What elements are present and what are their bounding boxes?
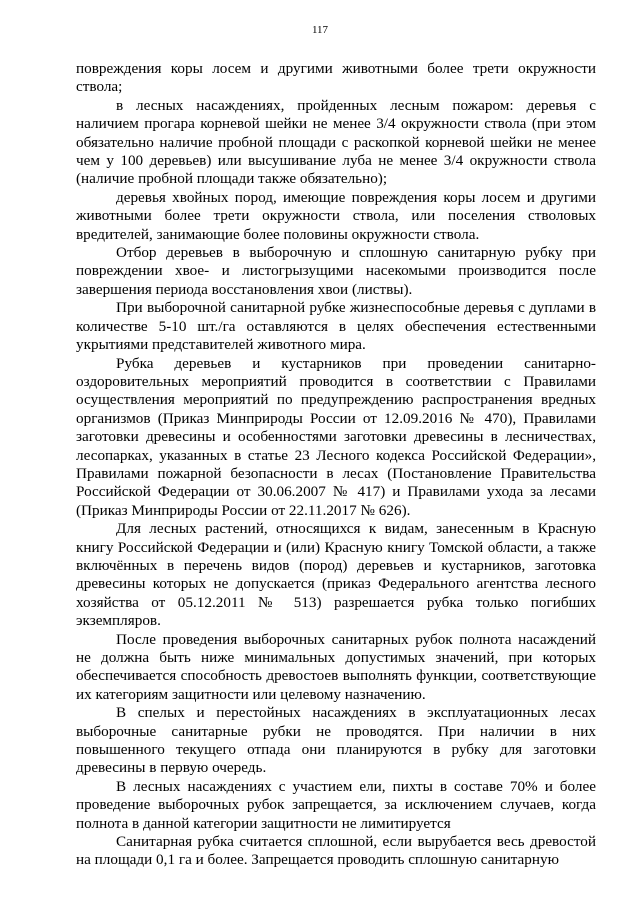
paragraph-7: Для лесных растений, относящихся к видам, занесенным в Красную книгу Российской Федерации и (или) Красную книгу Томской области, а также включённых в перечень видов (пород) деревьев и кустарников, заготовка древесины которых не допускается (приказ Федерального агентства лесного хозяйства от 05.12.2011 № 513) разрешается рубка только погибших экземпляров. — [76, 520, 596, 630]
paragraph-9: В спелых и перестойных насаждениях в эксплуатационных лесах выборочные санитарные рубки не проводятся. При наличии в них повышенного текущего отпада они планируются в рубку для заготовки древесины в первую очередь. — [76, 704, 596, 777]
paragraph-5: При выборочной санитарной рубке жизнеспособные деревья с дуплами в количестве 5-10 шт./га оставляются в целях обеспечения естественными укрытиями представителей животного мира. — [76, 299, 596, 354]
paragraph-3: деревья хвойных пород, имеющие повреждения коры лосем и другими животными более трети окружности ствола, или поселения стволовых вредителей, занимающие более половины окружности ствола. — [76, 188, 596, 243]
paragraph-1: повреждения коры лосем и другими животными более трети окружности ствола; — [76, 60, 596, 96]
paragraph-6: Рубка деревьев и кустарников при проведении санитарно-оздоровительных мероприятий проводится в соответствии с Правилами осуществления мероприятий по предупреждению распространения вредных организмов (Приказ Минприроды России от 12.09.2016 № 470), Правилами заготовки древесины и особенностями заготовки древесины в лесничествах, лесопарках, указанных в статье 23 Лесного кодекса Российской Федерации», Правилами пожарной безопасности в лесах (Постановление Правительства Российской Федерации от 30.06.2007 № 417) и Правилами ухода за лесами (Приказ Минприроды России от 22.11.2017 № 626). — [76, 354, 596, 519]
paragraph-2: в лесных насаждениях, пройденных лесным пожаром: деревья с наличием прогара корневой шейки не менее 3/4 окружности ствола (при этом обязательно наличие пробной площади с раскопкой корневой шейки не менее чем у 100 деревьев) или высушивание луба не менее 3/4 окружности ствола (наличие пробной площади также обязательно); — [76, 96, 596, 188]
page-number: 117 — [311, 24, 329, 36]
paragraph-11: Санитарная рубка считается сплошной, если вырубается весь древостой на площади 0,1 га и более. Запрещается проводить сплошную санитарную — [76, 833, 596, 869]
paragraph-4: Отбор деревьев в выборочную и сплошную санитарную рубку при повреждении хвое- и листогрызущими насекомыми производится после завершения периода восстановления хвои (листвы). — [76, 244, 596, 298]
paragraph-10: В лесных насаждениях с участием ели, пихты в составе 70% и более проведение выборочных рубок запрещается, за исключением случаев, когда полнота в данной категории защитности не лимитируется — [76, 777, 596, 832]
paragraph-8: После проведения выборочных санитарных рубок полнота насаждений не должна быть ниже минимальных допустимых значений, при которых обеспечивается способность древостоев выполнять функции, соответствующие их категориям защитности или целевому назначению. — [76, 630, 596, 703]
document-body — [76, 60, 596, 870]
